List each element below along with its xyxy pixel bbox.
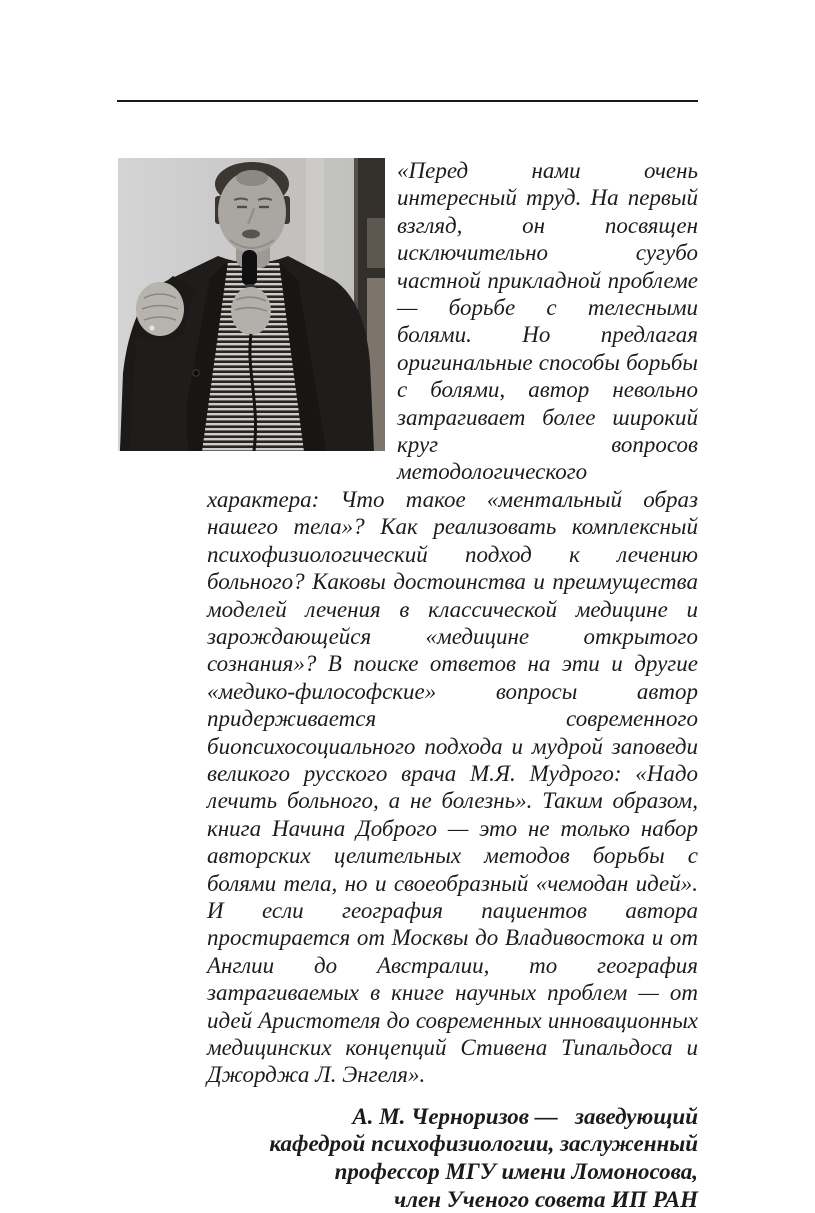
attribution-line-3: профессор МГУ имени Ломоносова,	[334, 1159, 698, 1184]
review-quote-block	[207, 157, 698, 1213]
header-rule	[117, 100, 698, 102]
attribution-line-1: А. М. Черноризов — заведующий	[352, 1103, 698, 1129]
attribution-line-2: кафедрой психофизиологии, заслуженный	[269, 1131, 698, 1157]
speaker-photo-image	[118, 158, 385, 451]
review-quote-text: «Перед нами очень интересный труд. На первый взгляд, он посвящен исключительно сугубо частной прикладной проблеме — борьбе с телесными болями. Но предлагая оригинальные способы борьбы с болями, автор невольно затрагивает более широкий круг вопросов методологического характера: Что такое «ментальный образ нашего тела»? Как реализовать комплексный психофизиологический подход к лечению больного? Каковы достоинства и преимущества моделей лечения в классической медицине и зарождающейся «медицине открытого сознания»? В поиске ответов на эти и другие «медико-философские» вопросы автор придерживается современного биопсихосоциального подхода и мудрой заповеди великого русского врача М.Я. Мудрого: «Надо лечить больного, а не болезнь». Таким образом, книга Начина Доброго — это не только набор авторских целительных методов борьбы с болями тела, но и своеобразный «чемодан идей». И если география пациентов автора простирается от Москвы до Владивостока и от Англии до Австралии, то география затрагиваемых в книге научных проблем — от идей Аристотеля до современных инновационных медицинских концепций Стивена Типальдоса и Джорджа Л. Энгеля».	[207, 158, 698, 1088]
speaker-photo	[118, 158, 385, 451]
attribution-line-4: член Ученого совета ИП РАН	[394, 1186, 698, 1212]
attribution-block	[207, 1103, 698, 1213]
